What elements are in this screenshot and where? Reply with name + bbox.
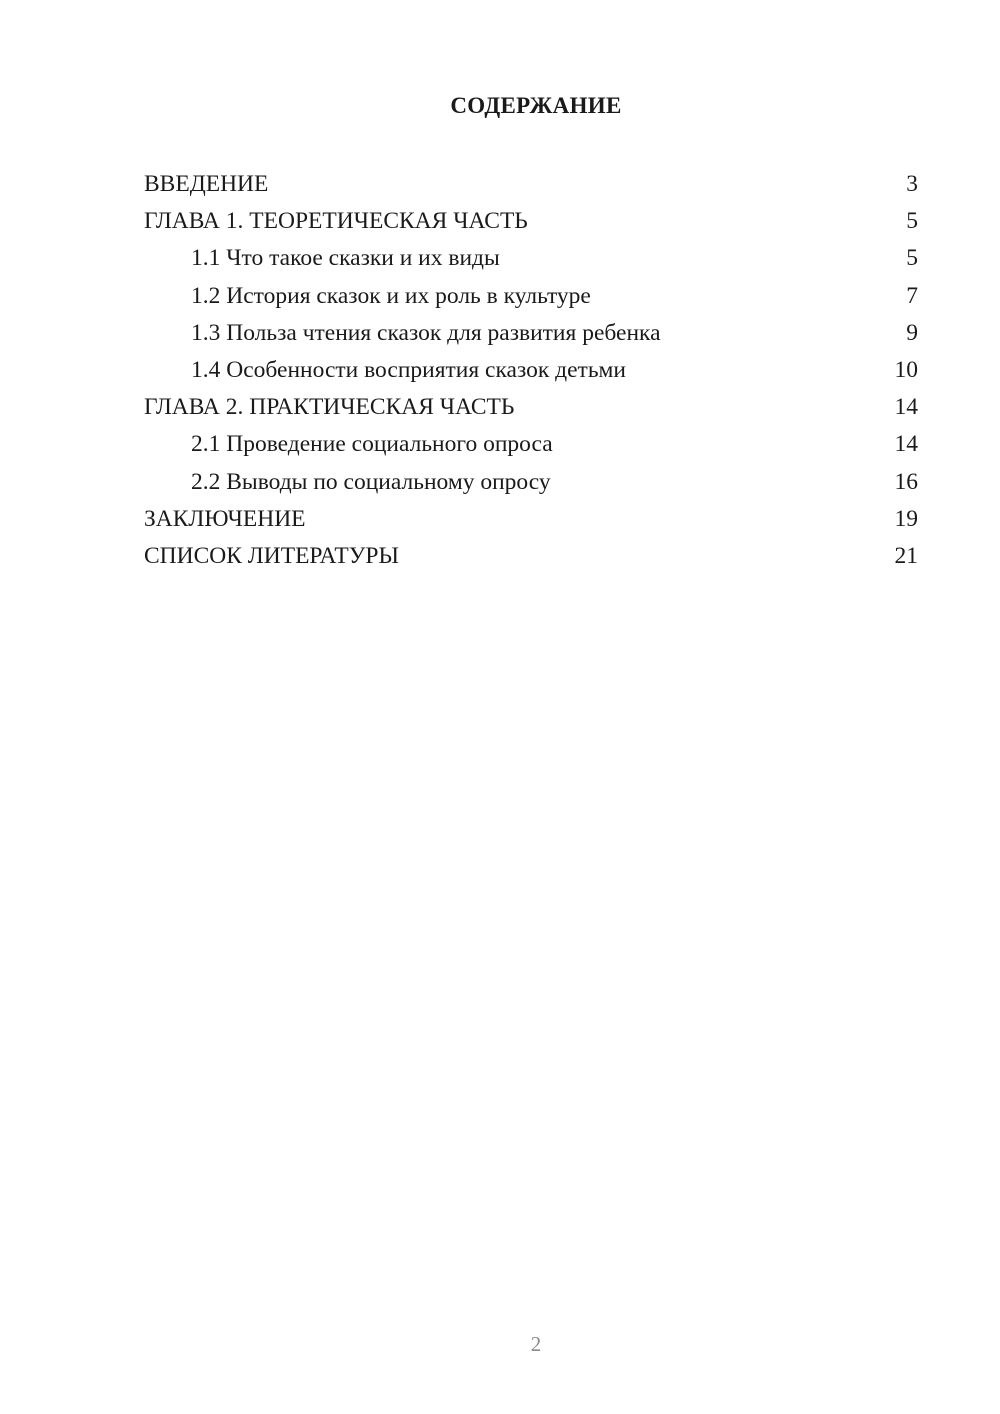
toc-entry-page: 10 xyxy=(894,356,918,383)
toc-entry-page: 5 xyxy=(906,245,918,272)
table-of-contents xyxy=(144,166,918,575)
toc-entry-label: ГЛАВА 2. ПРАКТИЧЕСКАЯ ЧАСТЬ xyxy=(144,394,515,421)
toc-entry-section-1-1[interactable] xyxy=(144,240,918,277)
toc-entry-page: 9 xyxy=(906,319,918,346)
toc-entry-page: 16 xyxy=(894,468,918,495)
toc-entry-label: 2.1 Проведение социального опроса xyxy=(191,431,553,458)
toc-entry-page: 5 xyxy=(906,208,918,235)
toc-entry-introduction[interactable] xyxy=(144,166,918,203)
page-number: 2 xyxy=(530,1332,542,1356)
toc-entry-chapter-1[interactable] xyxy=(144,203,918,240)
toc-entry-chapter-2[interactable] xyxy=(144,389,918,426)
toc-entry-label: ГЛАВА 1. ТЕОРЕТИЧЕСКАЯ ЧАСТЬ xyxy=(144,208,528,235)
toc-entry-page: 21 xyxy=(894,542,918,569)
toc-entry-label: 1.2 История сказок и их роль в культуре xyxy=(191,282,591,309)
toc-entry-page: 19 xyxy=(894,505,918,532)
toc-entry-page: 3 xyxy=(906,171,918,197)
toc-entry-page: 14 xyxy=(894,431,918,458)
toc-entry-page: 7 xyxy=(906,282,918,309)
toc-entry-page: 14 xyxy=(894,394,918,421)
toc-entry-conclusion[interactable] xyxy=(144,501,918,538)
toc-entry-section-1-3[interactable] xyxy=(144,315,918,352)
toc-entry-section-2-1[interactable] xyxy=(144,426,918,463)
toc-entry-label: 2.2 Выводы по социальному опросу xyxy=(191,468,551,495)
toc-entry-label: ЗАКЛЮЧЕНИЕ xyxy=(144,505,306,532)
toc-entry-label: ВВЕДЕНИЕ xyxy=(144,171,269,197)
toc-entry-section-1-2[interactable] xyxy=(144,278,918,315)
toc-entry-section-1-4[interactable] xyxy=(144,352,918,389)
toc-title: СОДЕРЖАНИЕ xyxy=(450,93,622,118)
toc-entry-section-2-2[interactable] xyxy=(144,464,918,501)
toc-entry-label: 1.1 Что такое сказки и их виды xyxy=(191,245,500,272)
toc-entry-label: СПИСОК ЛИТЕРАТУРЫ xyxy=(144,542,399,569)
toc-entry-label: 1.3 Польза чтения сказок для развития ребенка xyxy=(191,319,661,346)
toc-entry-references[interactable] xyxy=(144,538,918,575)
toc-entry-label: 1.4 Особенности восприятия сказок детьми xyxy=(191,356,626,383)
